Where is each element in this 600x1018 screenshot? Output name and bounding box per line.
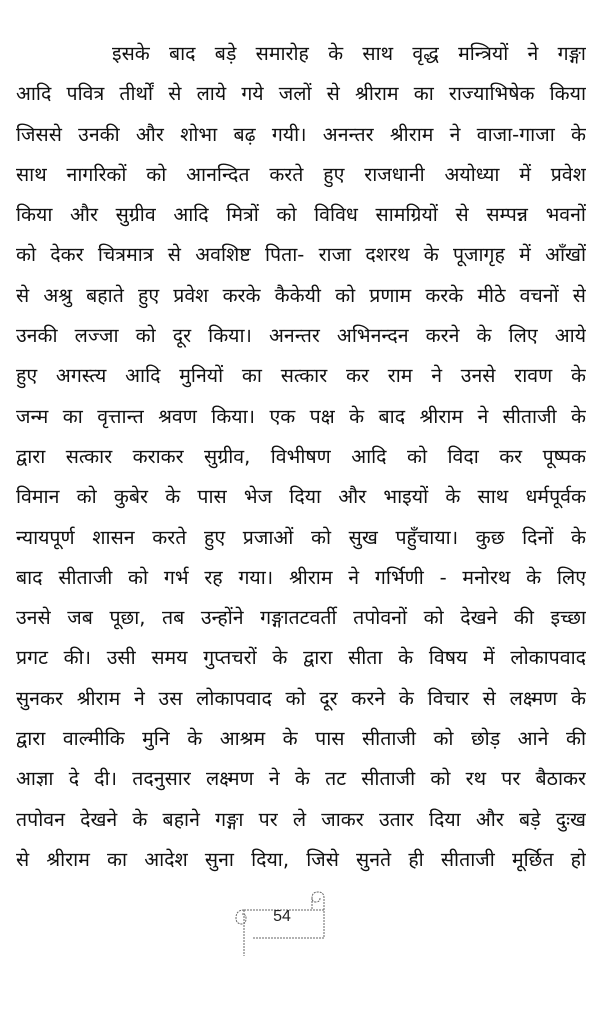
text-line: विमान को कुबेर के पास भेज दिया और भाइयों के साथ धर्मपूर्वक [16,485,586,509]
text-line: बाद सीताजी को गर्भ रह गया। श्रीराम ने गर्भिणी - मनोरथ के लिए [16,565,586,589]
text-line: को देकर चित्रमात्र से अवशिष्ट पिता- राजा दशरथ के पूजागृह में आँखों [16,243,586,267]
text-line: इसके बाद बड़े समारोह के साथ वृद्ध मन्त्रियों ने गङ्गा [112,42,586,65]
page-number: 54 [273,908,291,925]
text-line: से श्रीराम का आदेश सुना दिया, जिसे सुनते ही सीताजी मूर्छित हो [16,847,586,871]
text-line: जन्म का वृत्तान्त श्रवण किया। एक पक्ष के बाद श्रीराम ने सीताजी के [16,404,586,428]
text-line: आदि पवित्र तीर्थों से लाये गये जलों से श्रीराम का राज्याभिषेक किया [16,82,586,106]
text-line: जिससे उनकी और शोभा बढ़ गयी। अनन्तर श्रीराम ने वाजा-गाजा के [16,122,586,146]
text-line: न्यायपूर्ण शासन करते हुए प्रजाओं को सुख पहुँचाया। कुछ दिनों के [16,525,586,549]
text-line: हुए अगस्त्य आदि मुनियों का सत्कार कर राम ने उनसे रावण के [16,364,586,388]
text-line: उनकी लज्जा को दूर किया। अनन्तर अभिनन्दन करने के लिए आये [16,324,586,348]
text-line: द्वारा सत्कार कराकर सुग्रीव, विभीषण आदि को विदा कर पूष्पक [16,444,586,468]
text-line: प्रगट की। उसी समय गुप्तचरों के द्वारा सीता के विषय में लोकापवाद [16,646,586,670]
text-line: किया और सुग्रीव आदि मित्रों को विविध सामग्रियों से सम्पन्न भवनों [16,203,586,227]
text-line: सुनकर श्रीराम ने उस लोकापवाद को दूर करने के विचार से लक्ष्मण के [16,686,586,710]
body-text [16,34,586,880]
text-line: तपोवन देखने के बहाने गङ्गा पर ले जाकर उतार दिया और बड़े दुःख [16,807,586,831]
text-line: आज्ञा दे दी। तदनुसार लक्ष्मण ने के तट सीताजी को रथ पर बैठाकर [16,767,586,791]
page-number-scroll [232,890,332,960]
text-line: द्वारा वाल्मीकि मुनि के आश्रम के पास सीताजी को छोड़ आने की [16,727,586,751]
text-line: साथ नागरिकों को आनन्दित करते हुए राजधानी अयोध्या में प्रवेश [16,162,586,186]
text-line: उनसे जब पूछा, तब उन्होंने गङ्गातटवर्ती तपोवनों को देखने की इच्छा [16,606,586,630]
text-line: से अश्रु बहाते हुए प्रवेश करके कैकेयी को प्रणाम करके मीठे वचनों से [16,283,586,307]
